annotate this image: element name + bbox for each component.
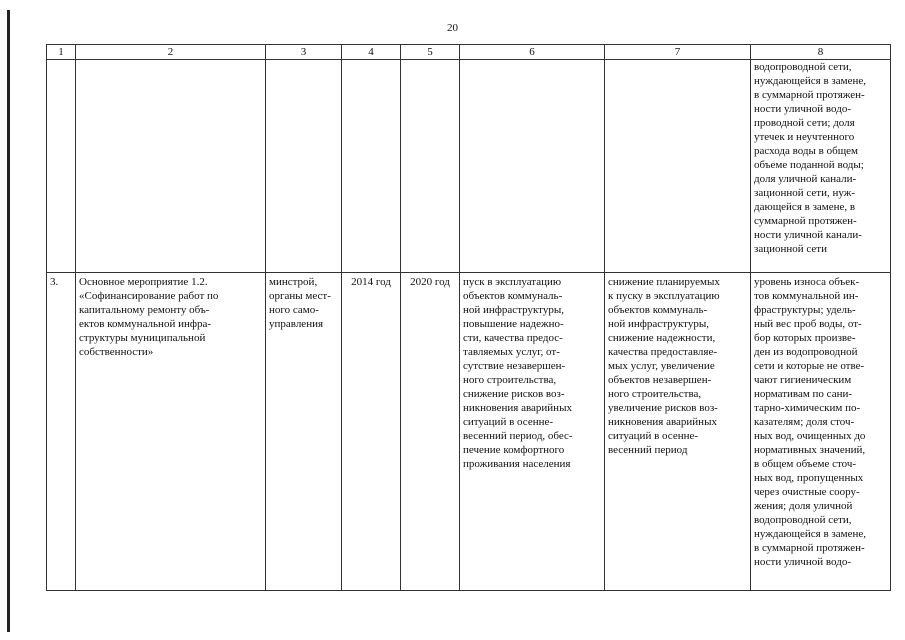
text-line: объектов коммуналь- [608,304,708,316]
text-line: фраструктуры; удель- [754,304,856,316]
text-line: ности уличной водо- [754,556,851,568]
text-line: нормативных значений, [754,444,866,456]
header-cell: 1 [47,45,76,60]
text-line: ного само- [269,304,319,316]
text-line: печение комфортного [463,444,565,456]
table-row-continuation [47,60,891,273]
text-line: ных вод, пропущенных [754,472,864,484]
text-line: проживания населения [463,458,571,470]
text-line: расхода воды в общем [754,145,859,157]
text-line: в общем объеме сточ- [754,458,857,470]
program-measures-table [46,44,891,591]
empty-cell [342,60,401,273]
header-cell: 7 [605,45,751,60]
text-line: объеме поданной воды; [754,159,864,171]
empty-cell [460,60,605,273]
text-line: нуждающейся в замене, [754,528,867,540]
header-cell: 2 [76,45,266,60]
text-line: ден из водопроводной [754,346,858,358]
indicators-cell [751,273,891,591]
text-line: снижение надежности, [608,332,716,344]
header-cell: 5 [401,45,460,60]
text-line: никновения аварийных [608,416,717,428]
text-line: зационной сети, нуж- [754,187,856,199]
text-line: чают гигиеническим [754,374,852,386]
table-row-measure-3 [47,273,891,591]
text-line: качества предоставляе- [608,346,718,358]
empty-cell [605,60,751,273]
text-line: мых услуг, увеличение [608,360,715,372]
text-line: суммарной протяжен- [754,215,857,227]
text-line: ектов коммунальной инфра- [79,318,212,330]
empty-cell [76,60,266,273]
text-line: зационной сети [754,243,828,255]
text-line: ной инфраструктуры, [608,318,709,330]
header-cell: 8 [751,45,891,60]
text-line: никновения аварийных [463,402,572,414]
text-line: капитальному ремонту объ- [79,304,210,316]
measure-name-cell [76,273,266,591]
text-line: весенний период [608,444,688,456]
indicators-cell [751,60,891,273]
empty-cell [401,60,460,273]
header-row [47,45,891,60]
header-cell: 4 [342,45,401,60]
text-line: объектов незавершен- [608,374,712,386]
text-line: ности уличной канали- [754,229,862,241]
text-line: тавляемых услуг, от- [463,346,560,358]
text-line: объектов коммуналь- [463,290,563,302]
text-line: «Софинансирование работ по [79,290,219,302]
text-line: утечек и неучтенного [754,131,855,143]
text-line: доля уличной канали- [754,173,857,185]
text-line: водопроводной сети, [754,61,852,73]
text-line: снижение планируемых [608,276,720,288]
text-line: к пуску в эксплуатацию [608,290,720,302]
text-line: тов коммунальной ин- [754,290,859,302]
expected-results-cell [460,273,605,591]
header-cell: 6 [460,45,605,60]
text-line: дающейся в замене, в [754,201,856,213]
text-line: ной инфраструктуры, [463,304,564,316]
text-line: органы мест- [269,290,331,302]
page-number: 20 [447,22,458,34]
executor-cell [266,273,342,591]
text-line: структуры муниципальной [79,332,206,344]
text-line: ных вод, очищенных до [754,430,866,442]
binding-line [7,10,10,632]
text-line: снижение рисков воз- [463,388,565,400]
text-line: нуждающейся в замене, [754,75,867,87]
text-line: повышение надежно- [463,318,564,330]
empty-cell [47,60,76,273]
text-line: сти, качества предос- [463,332,563,344]
text-line: ный вес проб воды, от- [754,318,862,330]
header-cell: 3 [266,45,342,60]
text-line: пуск в эксплуатацию [463,276,562,288]
text-line: управления [269,318,324,330]
text-line: сутствие незавершен- [463,360,566,372]
text-line: проводной сети; доля [754,117,855,129]
text-line: сети и которые не отве- [754,360,865,372]
consequences-cell [605,273,751,591]
text-line: собственности» [79,346,154,358]
text-line: через очистные соору- [754,486,860,498]
text-line: тарно-химическим по- [754,402,861,414]
text-line: ности уличной водо- [754,103,851,115]
text-line: казателям; доля сточ- [754,416,855,428]
text-line: ного строительства, [608,388,702,400]
text-line: нормативам по сани- [754,388,853,400]
text-line: уровень износа объек- [754,276,860,288]
row-number-cell: 3. [47,273,76,591]
text-line: ситуаций в осенне- [463,416,554,428]
text-line: бор которых произве- [754,332,856,344]
text-line: ситуаций в осенне- [608,430,699,442]
text-line: весенний период, обес- [463,430,573,442]
text-line: водопроводной сети, [754,514,852,526]
text-line: Основное мероприятие 1.2. [79,276,208,288]
text-line: ного строительства, [463,374,557,386]
text-line: в суммарной протяжен- [754,89,865,101]
text-line: в суммарной протяжен- [754,542,865,554]
start-year-cell: 2014 год [342,273,401,591]
text-line: увеличение рисков воз- [608,402,718,414]
text-line: минстрой, [269,276,318,288]
text-line: жения; доля уличной [754,500,853,512]
empty-cell [266,60,342,273]
end-year-cell: 2020 год [401,273,460,591]
